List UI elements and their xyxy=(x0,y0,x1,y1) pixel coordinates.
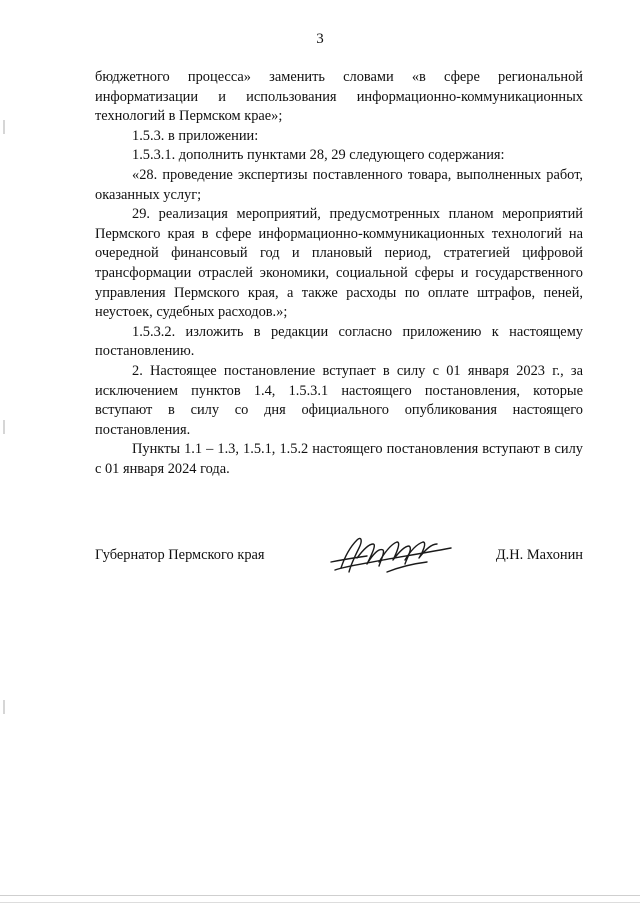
signer-title: Губернатор Пермского края xyxy=(95,547,265,563)
scan-artifact-dot xyxy=(3,120,5,134)
paragraph-5: 29. реализация мероприятий, предусмотренных планом мероприятий Пермского края в сфере информационно-коммуникационных технологий на очередной финансовый год и плановый период, стратегией цифровой трансформации отраслей экономики, социальной сферы и государственного управления Пермского края, а также расходы по оплате штрафов, пеней, неустоек, судебных расходов.»; xyxy=(95,206,583,321)
paragraph-1: бюджетного процесса» заменить словами «в сфере региональной информатизации и использования информационно-коммуникационных технологий в Пермском крае»; xyxy=(95,69,583,125)
paragraph-8: Пункты 1.1 – 1.3, 1.5.1, 1.5.2 настоящего постановления вступают в силу с 01 января 2024 года. xyxy=(95,441,583,477)
paragraph-3: 1.5.3.1. дополнить пунктами 28, 29 следующего содержания: xyxy=(132,147,505,164)
paragraph-2: 1.5.3. в приложении: xyxy=(132,127,259,144)
signature-block xyxy=(95,546,583,586)
paragraph-7: 2. Настоящее постановление вступает в силу с 01 января 2023 г., за исключением пунктов 1.4, 1.5.3.1 настоящего постановления, которые вступают в силу со дня официального опубликования настоящего постановления. xyxy=(95,362,583,438)
handwritten-signature xyxy=(327,532,457,578)
scan-artifact-line xyxy=(0,902,640,903)
signer-name: Д.Н. Махонин xyxy=(495,547,583,563)
scan-artifact-line xyxy=(0,895,640,896)
paragraph-4: «28. проведение экспертизы поставленного товара, выполненных работ, оказанных услуг; xyxy=(95,166,583,203)
document-body xyxy=(95,68,583,479)
scan-artifact-dot xyxy=(3,700,5,714)
paragraph-6: 1.5.3.2. изложить в редакции согласно приложению к настоящему постановлению. xyxy=(95,323,583,360)
scan-artifact-dot xyxy=(3,420,5,434)
page-number: 3 xyxy=(316,31,324,47)
